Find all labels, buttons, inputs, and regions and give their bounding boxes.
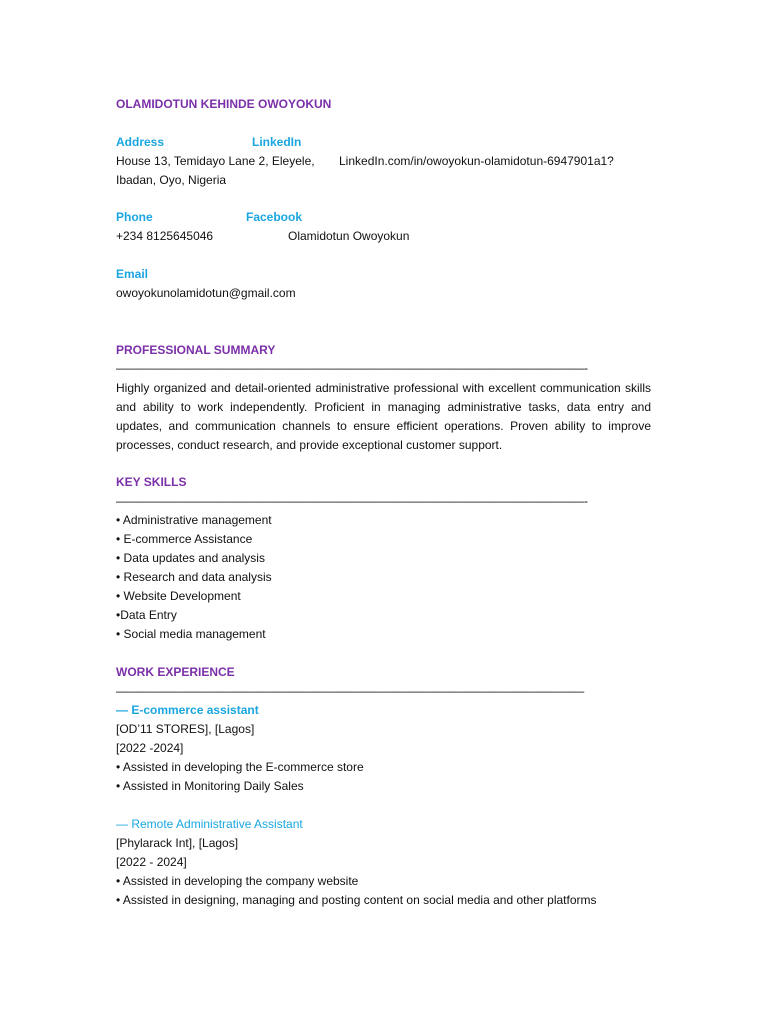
linkedin-url[interactable]: LinkedIn.com/in/owoyokun-olamidotun-6947901a1? xyxy=(339,154,614,168)
email-address[interactable]: owoyokunolamidotun@gmail.com xyxy=(116,286,296,300)
job-bullet: • Assisted in designing, managing and posting content on social media and other platforms xyxy=(116,893,597,907)
summary-divider: ————————————————————————————————————————- xyxy=(116,361,588,375)
skill-item: • Social media management xyxy=(116,627,266,641)
skill-item: •Data Entry xyxy=(116,608,177,622)
job-company: [Phylarack Int], [Lagos] xyxy=(116,836,239,850)
job-dates: [2022 - 2024] xyxy=(116,855,187,869)
experience-heading: WORK EXPERIENCE xyxy=(116,665,235,679)
job-bullet: • Assisted in developing the company website xyxy=(116,874,359,888)
summary-heading: PROFESSIONAL SUMMARY xyxy=(116,343,276,357)
job-company: [OD’11 STORES], [Lagos] xyxy=(116,722,255,736)
skill-item: • Administrative management xyxy=(116,513,272,527)
facebook-label: Facebook xyxy=(246,210,303,224)
skill-item: • Website Development xyxy=(116,589,241,603)
phone-number: +234 8125645046 xyxy=(116,229,214,243)
job-dates: [2022 -2024] xyxy=(116,741,184,755)
experience-divider: ———————————————————————————————————————— xyxy=(116,684,585,698)
job-title: — Remote Administrative Assistant xyxy=(116,817,303,831)
skills-heading: KEY SKILLS xyxy=(116,475,187,489)
skill-item: • E-commerce Assistance xyxy=(116,532,253,546)
job-bullet: • Assisted in developing the E-commerce store xyxy=(116,760,364,774)
address-line-2: Ibadan, Oyo, Nigeria xyxy=(116,173,227,187)
job-bullet: • Assisted in Monitoring Daily Sales xyxy=(116,779,304,793)
summary-text: Highly organized and detail-oriented administrative professional with excellent communication skills and ability to work independently. Proficient in managing administrative tasks, data entry and updates, and communication channels to ensure efficient operations. Proven ability to improve processes, conduct research, and provide exceptional customer support. xyxy=(116,381,651,452)
skill-item: • Data updates and analysis xyxy=(116,551,265,565)
address-line-1: House 13, Temidayo Lane 2, Eleyele, xyxy=(116,154,315,168)
email-label: Email xyxy=(116,267,149,281)
candidate-name: OLAMIDOTUN KEHINDE OWOYOKUN xyxy=(116,97,332,111)
linkedin-label: LinkedIn xyxy=(252,135,302,149)
job-title: — E-commerce assistant xyxy=(116,703,259,717)
skills-divider: ————————————————————————————————————————- xyxy=(116,494,588,508)
phone-label: Phone xyxy=(116,210,153,224)
skill-item: • Research and data analysis xyxy=(116,570,272,584)
address-label: Address xyxy=(116,135,165,149)
facebook-name: Olamidotun Owoyokun xyxy=(288,229,410,243)
